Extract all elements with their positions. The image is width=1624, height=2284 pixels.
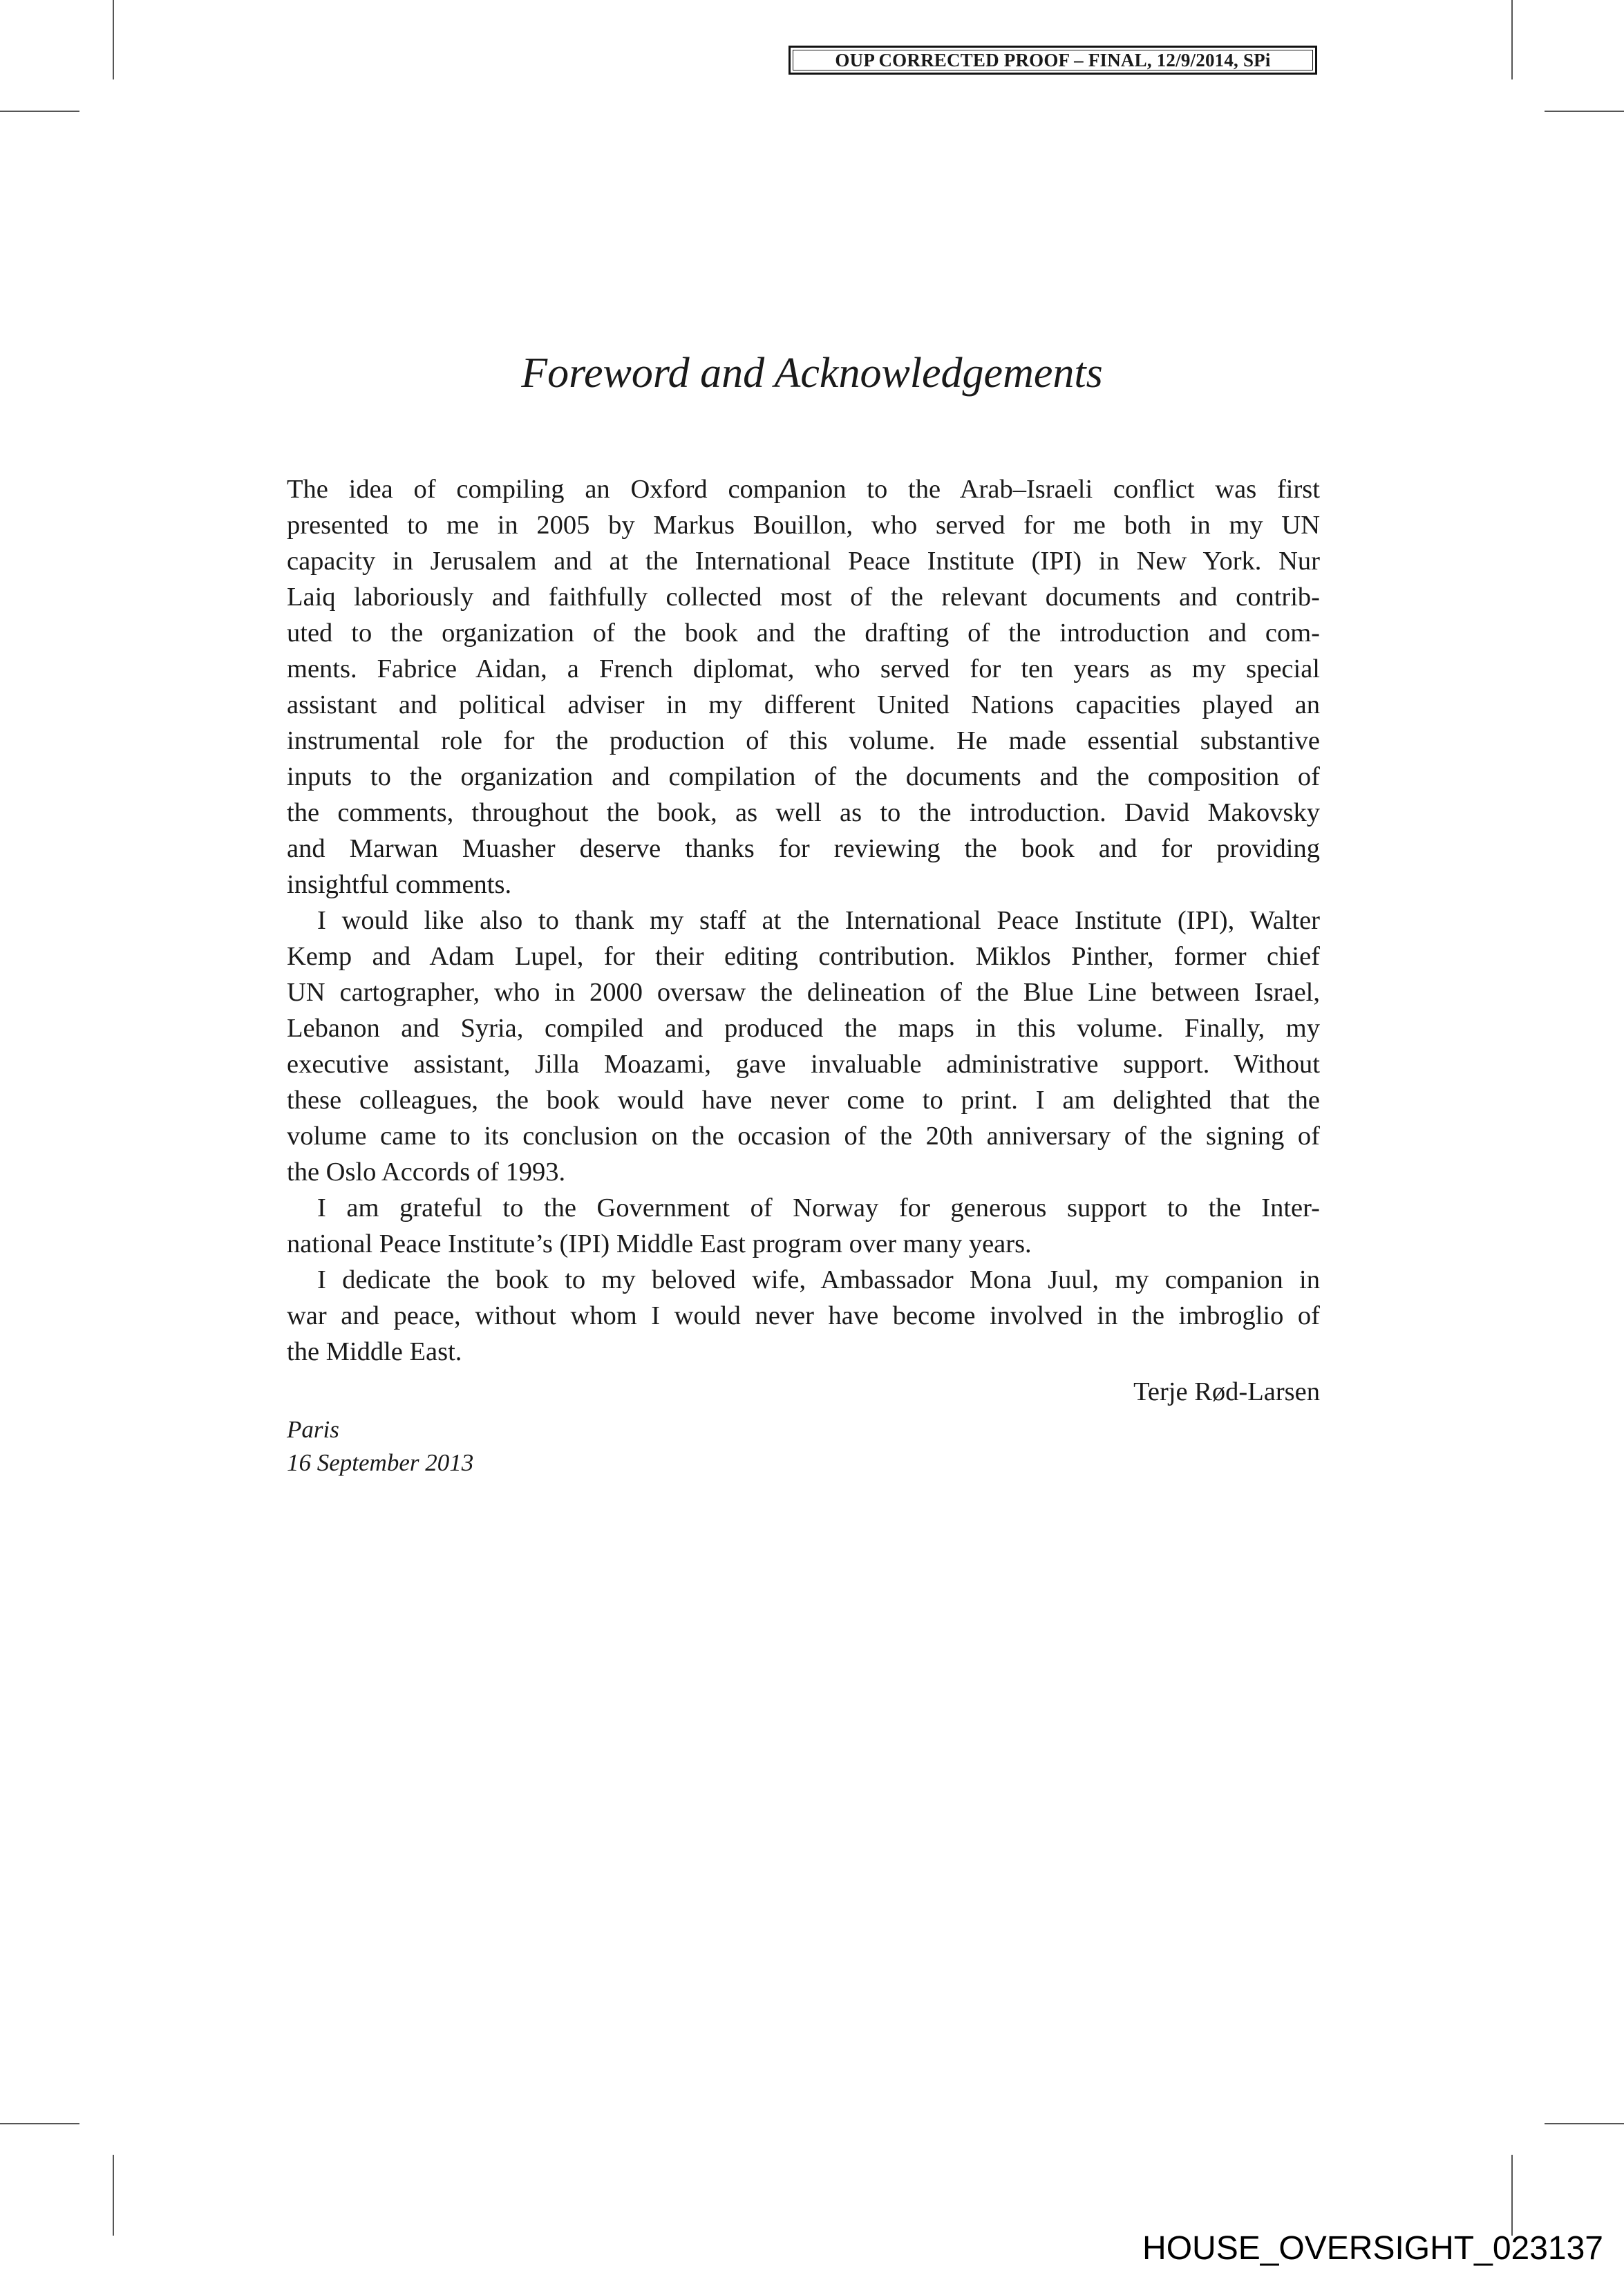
bates-number: HOUSE_OVERSIGHT_023137	[1142, 2230, 1603, 2267]
crop-mark	[1511, 0, 1513, 79]
text-line: Lebanon and Syria, compiled and produced the maps in this volume. Finally, my	[287, 1014, 1320, 1043]
signature: Terje Rød-Larsen	[1133, 1377, 1320, 1406]
proof-stamp-text: OUP CORRECTED PROOF – FINAL, 12/9/2014, SPi	[793, 50, 1313, 70]
text-line: insightful comments.	[287, 870, 512, 899]
paragraph	[287, 1190, 1320, 1262]
text-line: these colleagues, the book would have never come to print. I am delighted that the	[287, 1086, 1320, 1115]
text-line: presented to me in 2005 by Markus Bouillon, who served for me both in my UN	[287, 511, 1320, 540]
text-line: The idea of compiling an Oxford companion to the Arab–Israeli conflict was first	[287, 475, 1320, 504]
text-line: capacity in Jerusalem and at the International Peace Institute (IPI) in New York. Nur	[287, 547, 1320, 576]
text-line: volume came to its conclusion on the occasion of the 20th anniversary of the signing of	[287, 1122, 1320, 1151]
crop-mark	[1511, 2155, 1513, 2236]
crop-mark	[1545, 2123, 1624, 2124]
crop-mark	[0, 2123, 79, 2124]
text-line: Kemp and Adam Lupel, for their editing contribution. Miklos Pinther, former chief	[287, 942, 1320, 971]
page-title: Foreword and Acknowledgements	[521, 350, 1103, 397]
text-line: uted to the organization of the book and the drafting of the introduction and com-	[287, 619, 1320, 648]
place: Paris	[287, 1416, 339, 1443]
paragraph	[287, 471, 1320, 903]
text-line: ments. Fabrice Aidan, a French diplomat, who served for ten years as my special	[287, 654, 1320, 683]
crop-mark	[1545, 111, 1624, 112]
proof-stamp	[789, 46, 1317, 75]
place-date	[287, 1413, 473, 1480]
text-line: UN cartographer, who in 2000 oversaw the delineation of the Blue Line between Israel,	[287, 978, 1320, 1007]
text-line: assistant and political adviser in my different United Nations capacities played an	[287, 690, 1320, 719]
date: 16 September 2013	[287, 1449, 474, 1476]
text-line: the comments, throughout the book, as well as to the introduction. David Makovsky	[287, 798, 1320, 827]
text-line: I am grateful to the Government of Norway for generous support to the Inter-	[317, 1193, 1320, 1223]
body-text	[287, 471, 1320, 1370]
text-line: executive assistant, Jilla Moazami, gave invaluable administrative support. Without	[287, 1050, 1320, 1079]
text-line: war and peace, without whom I would never have become involved in the imbroglio of	[287, 1301, 1320, 1330]
text-line: instrumental role for the production of this volume. He made essential substantive	[287, 726, 1320, 755]
text-line: the Oslo Accords of 1993.	[287, 1158, 566, 1187]
text-line: inputs to the organization and compilation of the documents and the composition of	[287, 762, 1320, 791]
crop-mark	[113, 2155, 114, 2236]
text-line: national Peace Institute’s (IPI) Middle East program over many years.	[287, 1229, 1032, 1258]
text-line: I would like also to thank my staff at the International Peace Institute (IPI), Walter	[317, 906, 1320, 935]
crop-mark	[113, 0, 114, 79]
text-line: Laiq laboriously and faithfully collected most of the relevant documents and contrib-	[287, 583, 1320, 612]
text-line: the Middle East.	[287, 1337, 462, 1366]
crop-mark	[0, 111, 79, 112]
text-line: I dedicate the book to my beloved wife, Ambassador Mona Juul, my companion in	[317, 1265, 1320, 1294]
text-line: and Marwan Muasher deserve thanks for reviewing the book and for providing	[287, 834, 1320, 863]
paragraph	[287, 1262, 1320, 1370]
paragraph	[287, 903, 1320, 1190]
